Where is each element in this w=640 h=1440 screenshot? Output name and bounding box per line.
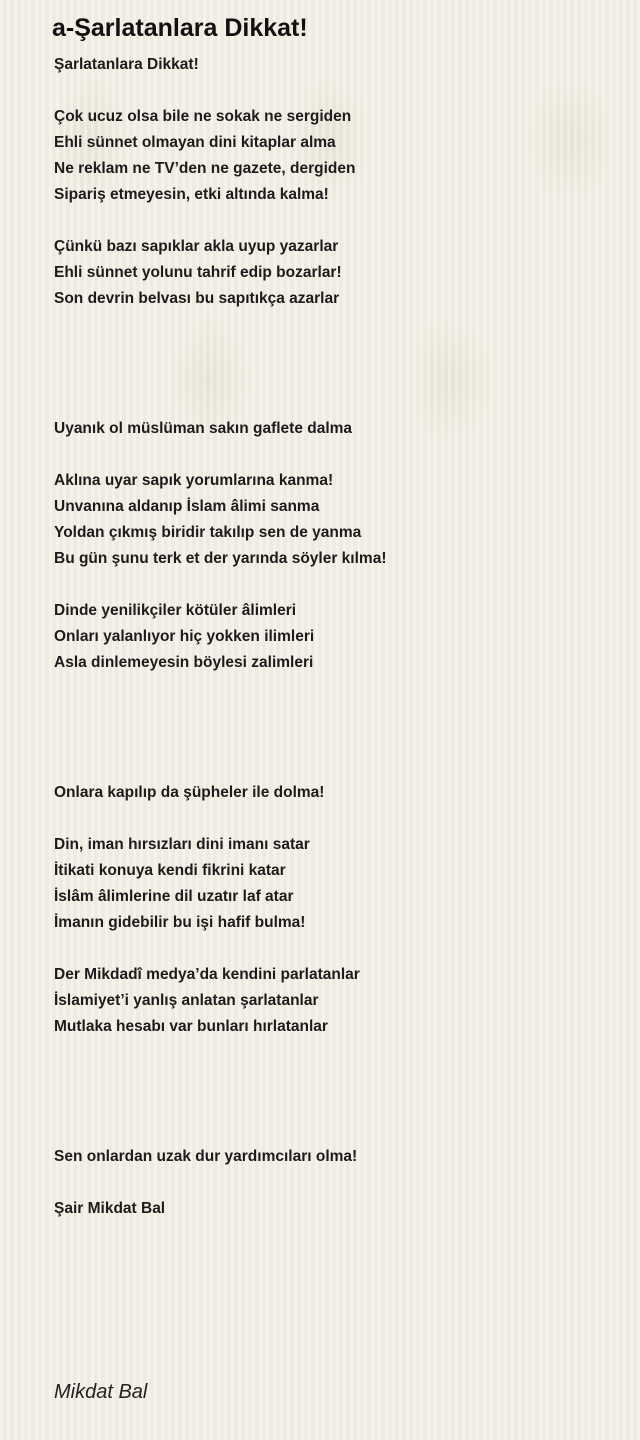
poem-line: Uyanık ol müslüman sakın gaflete dalma (54, 420, 353, 437)
stanza-5 (54, 468, 614, 572)
poem-line: Der Mikdadî medya’da kendini parlatanlar (54, 966, 360, 983)
poem-line: Yoldan çıkmış biridir takılıp sen de yanma (54, 524, 362, 541)
poem-line: İslamiyet’i yanlış anlatan şarlatanlar (54, 992, 319, 1009)
poem-body (54, 52, 614, 1248)
stanza-4 (54, 416, 614, 442)
stanza-7 (54, 780, 614, 806)
poem-line: Din, iman hırsızları dini imanı satar (54, 836, 310, 853)
poem-line: Dinde yenilikçiler kötüler âlimleri (54, 602, 297, 619)
poem-line: İmanın gidebilir bu işi hafif bulma! (54, 914, 306, 931)
page-title: a-Şarlatanlara Dikkat! (52, 14, 308, 42)
stanza-6 (54, 598, 614, 676)
stanza-1 (54, 52, 614, 78)
stanza-8 (54, 832, 614, 936)
poem-line: Çok ucuz olsa bile ne sokak ne sergiden (54, 108, 352, 125)
poem-line: Onları yalanlıyor hiç yokken ilimleri (54, 628, 315, 645)
poem-line: Son devrin belvası bu sapıtıkça azarlar (54, 290, 340, 307)
stanza-3 (54, 234, 614, 312)
poem-line: Onlara kapılıp da şüpheler ile dolma! (54, 784, 325, 801)
stanza-9 (54, 962, 614, 1040)
poem-line: Mutlaka hesabı var bunları hırlatanlar (54, 1018, 328, 1035)
poem-line: Ehli sünnet olmayan dini kitaplar alma (54, 134, 336, 151)
poem-line: Ehli sünnet yolunu tahrif edip bozarlar! (54, 264, 342, 281)
poem-line: Asla dinlemeyesin böylesi zalimleri (54, 654, 314, 671)
poem-line: Aklına uyar sapık yorumlarına kanma! (54, 472, 334, 489)
poem-line: Çünkü bazı sapıklar akla uyup yazarlar (54, 238, 339, 255)
poem-line: Sen onlardan uzak dur yardımcıları olma! (54, 1148, 358, 1165)
poem-line: Sipariş etmeyesin, etki altında kalma! (54, 186, 329, 203)
poet-signature (54, 1196, 614, 1222)
poem-line: Şarlatanlara Dikkat! (54, 56, 199, 73)
poem-line: Unvanına aldanıp İslam âlimi sanma (54, 498, 320, 515)
poem-line: Bu gün şunu terk et der yarında söyler kılma! (54, 550, 387, 567)
stanza-2 (54, 104, 614, 208)
author-name: Mikdat Bal (54, 1381, 148, 1403)
poem-line: Şair Mikdat Bal (54, 1200, 166, 1217)
poem-line: İtikati konuya kendi fikrini katar (54, 862, 286, 879)
poem-line: İslâm âlimlerine dil uzatır laf atar (54, 888, 294, 905)
stanza-10 (54, 1144, 614, 1170)
poem-line: Ne reklam ne TV’den ne gazete, dergiden (54, 160, 356, 177)
